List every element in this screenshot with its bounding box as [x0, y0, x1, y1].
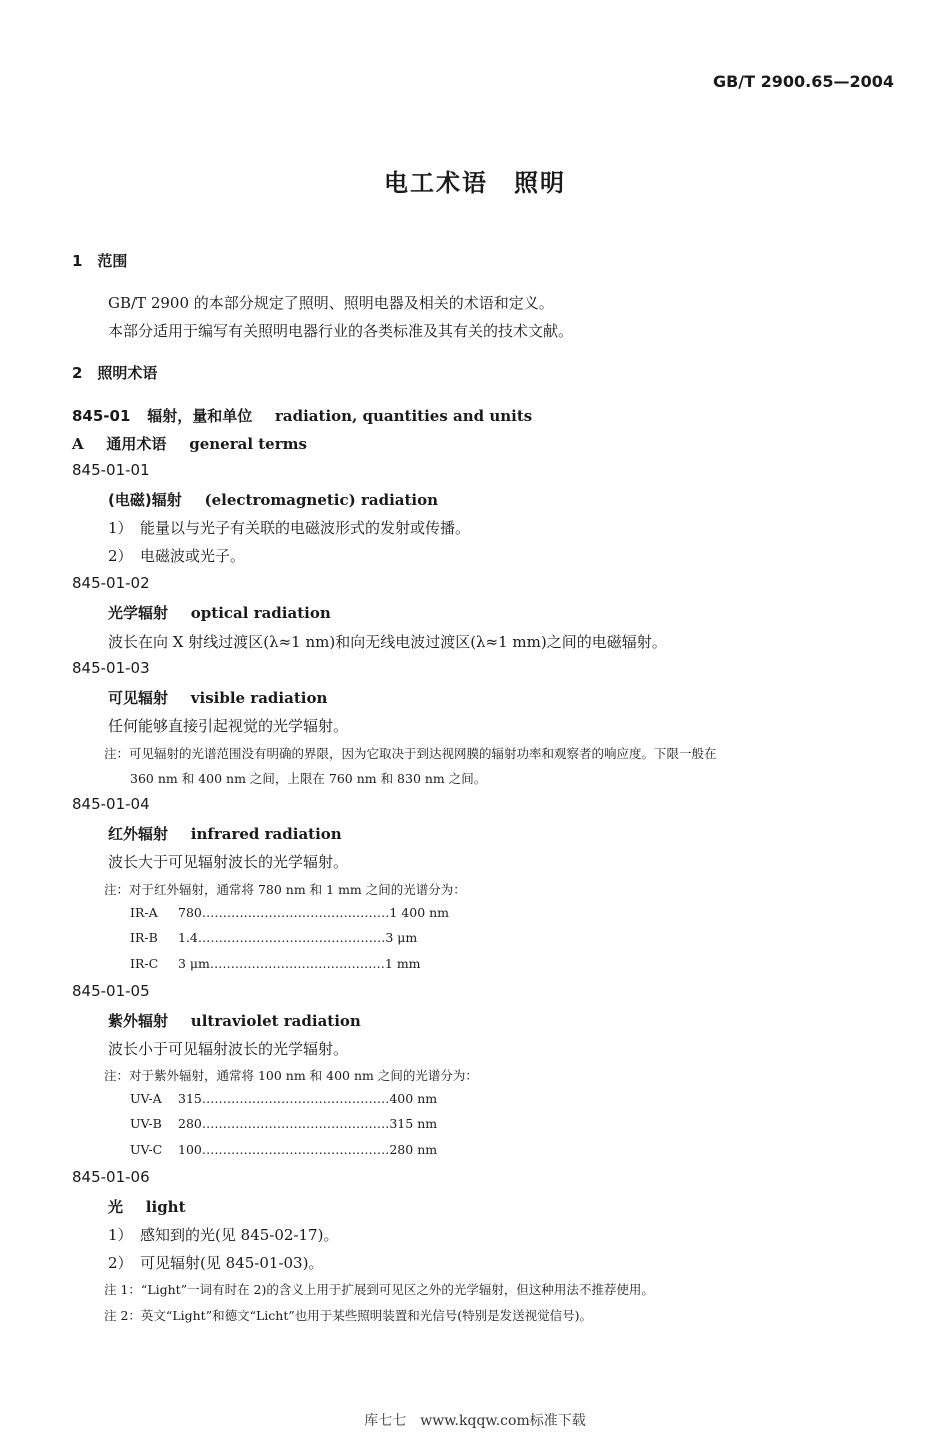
- entry-number: 845-01-06: [72, 1168, 150, 1186]
- entry-number: 845-01-04: [72, 795, 150, 813]
- band-range: 1.4………………………………………3 μm: [178, 930, 418, 945]
- note: 360 nm 和 400 nm 之间，上限在 760 nm 和 830 nm 之间。: [130, 771, 487, 786]
- band-label: UV-A: [130, 1091, 162, 1106]
- subgroup-letter: A: [72, 435, 84, 453]
- band-range: 100………………………………………280 nm: [178, 1142, 438, 1157]
- section-1-para-2: 本部分适用于编写有关照明电器行业的各类标准及其有关的技术文献。: [108, 322, 574, 340]
- entry-term: [108, 489, 438, 510]
- entry-term: [108, 823, 342, 844]
- term-zh: 可见辐射: [108, 689, 169, 707]
- entry-term: [108, 1196, 186, 1217]
- group-en: radiation, quantities and units: [275, 407, 533, 425]
- term-en: light: [145, 1198, 186, 1216]
- definition: 1） 感知到的光(见 845-02-17)。: [108, 1226, 339, 1244]
- definition: 波长在向 X 射线过渡区(λ≈1 nm)和向无线电波过渡区(λ≈1 mm)之间的电磁辐射。: [108, 633, 667, 651]
- entry-term: [108, 1010, 361, 1031]
- entry-number: 845-01-03: [72, 659, 150, 677]
- definition: 波长大于可见辐射波长的光学辐射。: [108, 853, 349, 871]
- note: 注：对于紫外辐射，通常将 100 nm 和 400 nm 之间的光谱分为：: [104, 1068, 478, 1083]
- section-1-para-1: GB/T 2900 的本部分规定了照明、照明电器及相关的术语和定义。: [108, 294, 554, 312]
- entry-number: 845-01-02: [72, 574, 150, 592]
- page-title: 电工术语 照明: [384, 169, 566, 197]
- term-zh: 紫外辐射: [108, 1012, 169, 1030]
- band-label: IR-A: [130, 905, 158, 920]
- standard-number: GB/T 2900.65—2004: [712, 72, 894, 91]
- definition: 任何能够直接引起视觉的光学辐射。: [108, 717, 349, 735]
- definition: 1） 能量以与光子有关联的电磁波形式的发射或传播。: [108, 519, 471, 537]
- term-en: infrared radiation: [190, 825, 342, 843]
- term-zh: (电磁)辐射: [108, 491, 182, 509]
- term-en: optical radiation: [190, 604, 331, 622]
- section-2-heading: 2 照明术语: [72, 364, 158, 382]
- term-zh: 光: [108, 1198, 124, 1216]
- entry-number: 845-01-01: [72, 461, 150, 479]
- band-range: 315………………………………………400 nm: [178, 1091, 438, 1106]
- footer-watermark: 库七七 www.kqqw.com标准下载: [364, 1413, 586, 1429]
- subgroup-zh: 通用术语: [106, 435, 167, 453]
- subgroup-en: general terms: [189, 435, 307, 453]
- term-en: ultraviolet radiation: [190, 1012, 361, 1030]
- definition: 2） 电磁波或光子。: [108, 547, 246, 565]
- term-zh: 红外辐射: [108, 825, 169, 843]
- term-en: visible radiation: [190, 689, 328, 707]
- entry-term: [108, 602, 331, 623]
- note: 注 2：英文“Light”和德文“Licht”也用于某些照明装置和光信号(特别是发送视觉信号)。: [104, 1308, 592, 1323]
- term-zh: 光学辐射: [108, 604, 169, 622]
- definition: 波长小于可见辐射波长的光学辐射。: [108, 1040, 349, 1058]
- entry-number: 845-01-05: [72, 982, 150, 1000]
- band-label: UV-C: [130, 1142, 163, 1157]
- band-range: 780………………………………………1 400 nm: [178, 905, 450, 920]
- group-zh: 辐射，量和单位: [147, 407, 253, 425]
- section-1-heading: 1 范围: [72, 252, 128, 270]
- note: 注：可见辐射的光谱范围没有明确的界限，因为它取决于到达视网膜的辐射功率和观察者的响应度。下限一般在: [104, 746, 717, 761]
- definition: 2） 可见辐射(见 845-01-03)。: [108, 1254, 324, 1272]
- band-label: UV-B: [130, 1116, 162, 1131]
- spectrum-row: [130, 930, 417, 945]
- group-heading: [72, 405, 532, 426]
- spectrum-row: [130, 1116, 437, 1131]
- note: 注：对于红外辐射，通常将 780 nm 和 1 mm 之间的光谱分为：: [104, 882, 466, 897]
- spectrum-row: [130, 1142, 437, 1157]
- entry-term: [108, 687, 327, 708]
- subgroup-heading: [72, 433, 307, 454]
- group-number: 845-01: [72, 407, 131, 425]
- band-range: 3 μm……………………………………1 mm: [178, 956, 421, 971]
- spectrum-row: [130, 956, 421, 971]
- band-label: IR-B: [130, 930, 158, 945]
- spectrum-row: [130, 1091, 437, 1106]
- band-range: 280………………………………………315 nm: [178, 1116, 438, 1131]
- note: 注 1：“Light”一词有时在 2)的含义上用于扩展到可见区之外的光学辐射，但这种用法不推荐使用。: [104, 1282, 654, 1297]
- term-en: (electromagnetic) radiation: [204, 491, 439, 509]
- spectrum-row: [130, 905, 449, 920]
- band-label: IR-C: [130, 956, 159, 971]
